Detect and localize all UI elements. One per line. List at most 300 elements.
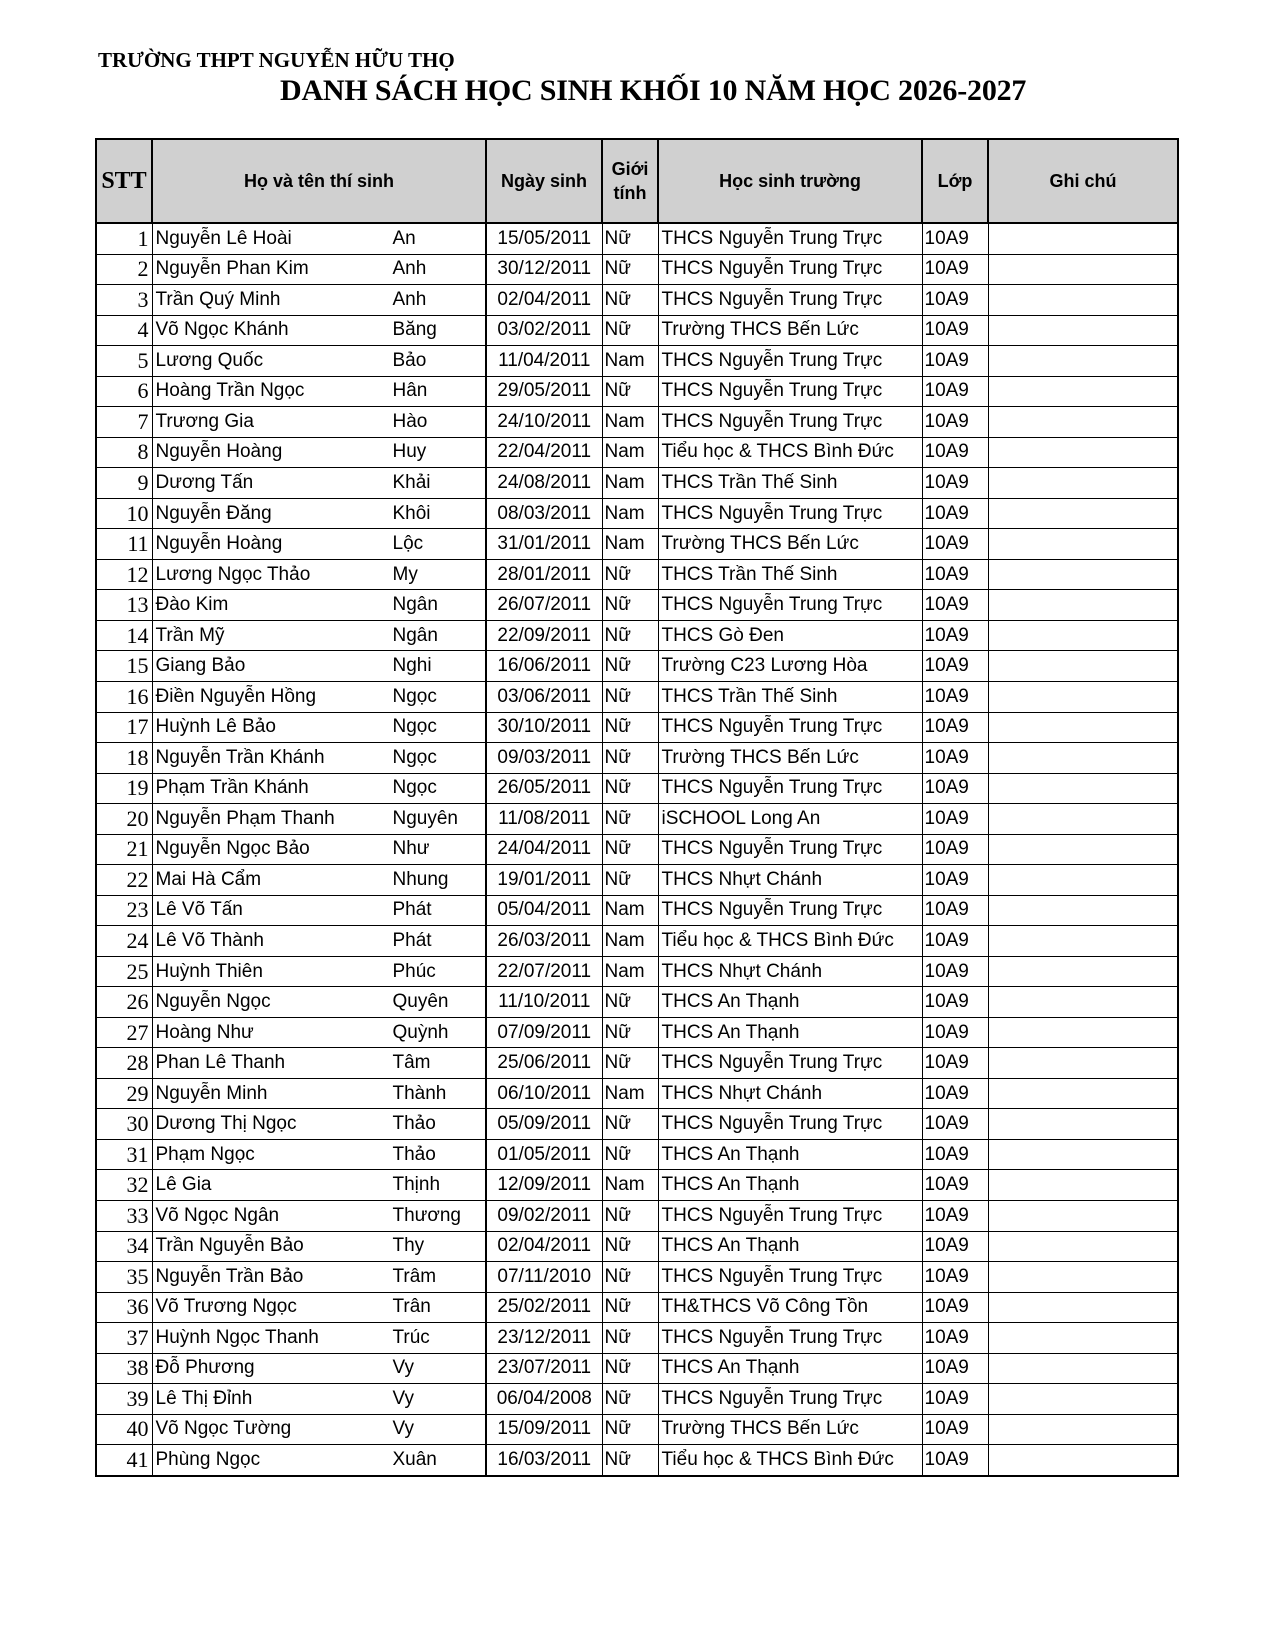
cell-dob: 03/06/2011 (486, 681, 602, 712)
table-row (96, 1201, 1178, 1232)
cell-stt: 5 (96, 346, 152, 377)
cell-dob: 07/09/2011 (486, 1017, 602, 1048)
cell-dob: 09/02/2011 (486, 1201, 602, 1232)
cell-gender: Nam (602, 346, 658, 377)
cell-gender: Nam (602, 468, 658, 499)
cell-note (988, 590, 1178, 621)
cell-gender: Nữ (602, 834, 658, 865)
cell-gender: Nữ (602, 1048, 658, 1079)
cell-name (152, 926, 486, 957)
cell-first-name: My (392, 563, 418, 585)
cell-name (152, 987, 486, 1018)
cell-last-name: Trần Quý Minh (155, 288, 281, 310)
cell-last-name: Nguyễn Trần Bảo (155, 1265, 304, 1287)
cell-gender: Nữ (602, 712, 658, 743)
cell-last-name: Phùng Ngọc (155, 1449, 261, 1471)
cell-class: 10A9 (922, 346, 988, 377)
table-row (96, 1384, 1178, 1415)
cell-name (152, 895, 486, 926)
cell-dob: 11/08/2011 (486, 804, 602, 835)
col-header-dob: Ngày sinh (486, 139, 602, 223)
cell-stt: 40 (96, 1414, 152, 1445)
cell-name (152, 1201, 486, 1232)
cell-note (988, 773, 1178, 804)
cell-stt: 29 (96, 1078, 152, 1109)
cell-name (152, 1078, 486, 1109)
cell-class: 10A9 (922, 498, 988, 529)
cell-school: iSCHOOL Long An (658, 804, 922, 835)
cell-last-name: Lê Gia (155, 1174, 212, 1196)
cell-school: THCS Nguyễn Trung Trực (658, 1384, 922, 1415)
table-row (96, 895, 1178, 926)
cell-name (152, 285, 486, 316)
cell-dob: 12/09/2011 (486, 1170, 602, 1201)
cell-school: THCS Trần Thế Sinh (658, 681, 922, 712)
cell-class: 10A9 (922, 1170, 988, 1201)
cell-dob: 29/05/2011 (486, 376, 602, 407)
table-row (96, 437, 1178, 468)
cell-class: 10A9 (922, 681, 988, 712)
cell-school: THCS An Thạnh (658, 1170, 922, 1201)
cell-first-name: Phát (392, 929, 432, 951)
cell-school: Trường THCS Bến Lức (658, 529, 922, 560)
cell-school: THCS Nguyễn Trung Trực (658, 895, 922, 926)
cell-first-name: Trân (392, 1296, 431, 1318)
cell-dob: 30/10/2011 (486, 712, 602, 743)
cell-gender: Nam (602, 437, 658, 468)
cell-class: 10A9 (922, 590, 988, 621)
cell-note (988, 926, 1178, 957)
cell-name (152, 712, 486, 743)
cell-note (988, 1292, 1178, 1323)
cell-first-name: Phát (392, 899, 432, 921)
cell-name (152, 407, 486, 438)
cell-name (152, 1353, 486, 1384)
table-header-row (96, 139, 1178, 223)
cell-class: 10A9 (922, 407, 988, 438)
cell-class: 10A9 (922, 1262, 988, 1293)
cell-stt: 3 (96, 285, 152, 316)
cell-name (152, 1262, 486, 1293)
cell-stt: 32 (96, 1170, 152, 1201)
cell-name (152, 1445, 486, 1476)
cell-note (988, 1201, 1178, 1232)
cell-first-name: Ngân (392, 624, 438, 646)
table-row (96, 498, 1178, 529)
cell-first-name: An (392, 227, 416, 249)
cell-dob: 05/09/2011 (486, 1109, 602, 1140)
cell-first-name: Hào (392, 410, 428, 432)
cell-note (988, 712, 1178, 743)
cell-dob: 22/09/2011 (486, 620, 602, 651)
cell-gender: Nữ (602, 773, 658, 804)
cell-gender: Nữ (602, 559, 658, 590)
table-row (96, 1323, 1178, 1354)
cell-note (988, 223, 1178, 254)
cell-class: 10A9 (922, 865, 988, 896)
cell-first-name: Thảo (392, 1143, 436, 1165)
table-row (96, 1170, 1178, 1201)
cell-dob: 15/05/2011 (486, 223, 602, 254)
cell-stt: 11 (96, 529, 152, 560)
cell-last-name: Điền Nguyễn Hồng (155, 685, 317, 707)
cell-note (988, 1109, 1178, 1140)
cell-stt: 28 (96, 1048, 152, 1079)
cell-first-name: Thảo (392, 1113, 436, 1135)
cell-name (152, 651, 486, 682)
cell-stt: 1 (96, 223, 152, 254)
cell-first-name: Nghi (392, 655, 432, 677)
cell-school: THCS Nguyễn Trung Trực (658, 285, 922, 316)
cell-first-name: Tâm (392, 1052, 431, 1074)
cell-last-name: Đỗ Phương (155, 1357, 255, 1379)
cell-class: 10A9 (922, 468, 988, 499)
cell-last-name: Trần Nguyễn Bảo (155, 1235, 304, 1257)
cell-first-name: Trâm (392, 1265, 437, 1287)
cell-last-name: Lê Thị Đỉnh (155, 1387, 253, 1409)
cell-last-name: Phạm Trần Khánh (155, 777, 309, 799)
cell-first-name: Vy (392, 1357, 414, 1379)
cell-dob: 23/07/2011 (486, 1353, 602, 1384)
cell-stt: 34 (96, 1231, 152, 1262)
table-row (96, 1353, 1178, 1384)
cell-school: THCS Nguyễn Trung Trực (658, 254, 922, 285)
cell-school: THCS Nguyễn Trung Trực (658, 498, 922, 529)
cell-gender: Nữ (602, 620, 658, 651)
cell-class: 10A9 (922, 376, 988, 407)
cell-stt: 17 (96, 712, 152, 743)
cell-gender: Nam (602, 926, 658, 957)
cell-name (152, 743, 486, 774)
cell-dob: 11/10/2011 (486, 987, 602, 1018)
cell-last-name: Nguyễn Lê Hoài (155, 227, 292, 249)
cell-class: 10A9 (922, 437, 988, 468)
cell-last-name: Võ Ngọc Ngân (155, 1204, 280, 1226)
cell-name (152, 834, 486, 865)
cell-last-name: Huỳnh Ngọc Thanh (155, 1326, 319, 1348)
cell-dob: 26/05/2011 (486, 773, 602, 804)
cell-note (988, 1170, 1178, 1201)
cell-gender: Nữ (602, 1201, 658, 1232)
cell-last-name: Nguyễn Hoàng (155, 441, 283, 463)
col-header-class: Lớp (922, 139, 988, 223)
cell-note (988, 1017, 1178, 1048)
page-title: DANH SÁCH HỌC SINH KHỐI 10 NĂM HỌC 2026-2027 (280, 74, 1027, 107)
cell-last-name: Trần Mỹ (155, 624, 225, 646)
cell-gender: Nữ (602, 681, 658, 712)
cell-school: THCS Nguyễn Trung Trực (658, 346, 922, 377)
cell-class: 10A9 (922, 529, 988, 560)
col-header-school: Học sinh trường (658, 139, 922, 223)
cell-first-name: Trúc (392, 1326, 430, 1348)
cell-class: 10A9 (922, 1109, 988, 1140)
cell-gender: Nữ (602, 865, 658, 896)
table-row (96, 834, 1178, 865)
cell-gender: Nam (602, 956, 658, 987)
cell-school: Trường THCS Bến Lức (658, 1414, 922, 1445)
cell-first-name: Bảo (392, 349, 427, 371)
cell-dob: 25/06/2011 (486, 1048, 602, 1079)
cell-gender: Nữ (602, 804, 658, 835)
cell-name (152, 1414, 486, 1445)
cell-first-name: Ngọc (392, 716, 437, 738)
cell-dob: 26/03/2011 (486, 926, 602, 957)
cell-class: 10A9 (922, 651, 988, 682)
cell-note (988, 743, 1178, 774)
cell-first-name: Phúc (392, 960, 436, 982)
cell-stt: 36 (96, 1292, 152, 1323)
cell-note (988, 1414, 1178, 1445)
cell-first-name: Quyên (392, 991, 449, 1013)
cell-note (988, 651, 1178, 682)
cell-stt: 20 (96, 804, 152, 835)
cell-stt: 24 (96, 926, 152, 957)
cell-stt: 14 (96, 620, 152, 651)
cell-gender: Nữ (602, 1414, 658, 1445)
cell-stt: 30 (96, 1109, 152, 1140)
cell-dob: 30/12/2011 (486, 254, 602, 285)
cell-name (152, 956, 486, 987)
cell-last-name: Phạm Ngọc (155, 1143, 255, 1165)
cell-school: THCS Nguyễn Trung Trực (658, 773, 922, 804)
cell-school: THCS Nhựt Chánh (658, 1078, 922, 1109)
cell-last-name: Lê Võ Thành (155, 929, 264, 951)
cell-first-name: Khải (392, 472, 431, 494)
cell-last-name: Võ Ngọc Tường (155, 1418, 292, 1440)
cell-name (152, 468, 486, 499)
cell-stt: 16 (96, 681, 152, 712)
col-header-gender (602, 139, 658, 223)
cell-class: 10A9 (922, 743, 988, 774)
cell-last-name: Phan Lê Thanh (155, 1052, 286, 1074)
cell-last-name: Dương Thị Ngọc (155, 1113, 297, 1135)
table-row (96, 559, 1178, 590)
cell-first-name: Khôi (392, 502, 431, 524)
cell-gender: Nam (602, 1078, 658, 1109)
cell-dob: 31/01/2011 (486, 529, 602, 560)
cell-class: 10A9 (922, 1323, 988, 1354)
cell-school: Trường THCS Bến Lức (658, 315, 922, 346)
table-row (96, 804, 1178, 835)
cell-name (152, 620, 486, 651)
cell-gender: Nữ (602, 651, 658, 682)
table-row (96, 773, 1178, 804)
cell-school: THCS Nguyễn Trung Trực (658, 1048, 922, 1079)
cell-dob: 08/03/2011 (486, 498, 602, 529)
cell-last-name: Lê Võ Tấn (155, 899, 243, 921)
cell-stt: 26 (96, 987, 152, 1018)
cell-note (988, 437, 1178, 468)
table-row (96, 1078, 1178, 1109)
cell-last-name: Lương Ngọc Thảo (155, 563, 311, 585)
cell-school: Tiểu học & THCS Bình Đức (658, 1445, 922, 1476)
cell-school: THCS Nhựt Chánh (658, 865, 922, 896)
table-row (96, 1231, 1178, 1262)
cell-class: 10A9 (922, 1017, 988, 1048)
cell-stt: 18 (96, 743, 152, 774)
cell-note (988, 865, 1178, 896)
cell-class: 10A9 (922, 1048, 988, 1079)
cell-school: THCS An Thạnh (658, 1017, 922, 1048)
table-row (96, 315, 1178, 346)
cell-last-name: Võ Trương Ngọc (155, 1296, 297, 1318)
cell-stt: 41 (96, 1445, 152, 1476)
cell-first-name: Như (392, 838, 430, 860)
cell-dob: 11/04/2011 (486, 346, 602, 377)
cell-gender: Nữ (602, 590, 658, 621)
cell-note (988, 956, 1178, 987)
cell-class: 10A9 (922, 804, 988, 835)
cell-gender: Nữ (602, 1445, 658, 1476)
cell-note (988, 1231, 1178, 1262)
cell-stt: 2 (96, 254, 152, 285)
table-row (96, 468, 1178, 499)
cell-gender: Nam (602, 498, 658, 529)
cell-note (988, 681, 1178, 712)
cell-school: THCS Trần Thế Sinh (658, 559, 922, 590)
school-name: TRƯỜNG THPT NGUYỄN HỮU THỌ (98, 48, 455, 72)
cell-last-name: Hoàng Trần Ngọc (155, 380, 305, 402)
table-row (96, 712, 1178, 743)
cell-name (152, 804, 486, 835)
table-row (96, 681, 1178, 712)
cell-note (988, 285, 1178, 316)
cell-first-name: Anh (392, 258, 427, 280)
cell-gender: Nữ (602, 1292, 658, 1323)
cell-last-name: Trương Gia (155, 410, 254, 432)
table-row (96, 743, 1178, 774)
cell-name (152, 315, 486, 346)
cell-school: THCS An Thạnh (658, 1231, 922, 1262)
cell-first-name: Ngọc (392, 777, 437, 799)
cell-school: THCS Nguyễn Trung Trực (658, 407, 922, 438)
cell-first-name: Thương (392, 1204, 461, 1226)
cell-school: THCS An Thạnh (658, 987, 922, 1018)
cell-name (152, 1384, 486, 1415)
cell-name (152, 1323, 486, 1354)
table-row (96, 285, 1178, 316)
cell-class: 10A9 (922, 1384, 988, 1415)
cell-class: 10A9 (922, 1078, 988, 1109)
cell-name (152, 437, 486, 468)
cell-gender: Nữ (602, 223, 658, 254)
cell-dob: 06/10/2011 (486, 1078, 602, 1109)
cell-dob: 24/04/2011 (486, 834, 602, 865)
cell-first-name: Huy (392, 441, 427, 463)
cell-stt: 7 (96, 407, 152, 438)
cell-note (988, 254, 1178, 285)
cell-school: THCS An Thạnh (658, 1353, 922, 1384)
cell-school: THCS Nguyễn Trung Trực (658, 834, 922, 865)
cell-school: THCS Nguyễn Trung Trực (658, 712, 922, 743)
cell-first-name: Nguyên (392, 807, 458, 829)
cell-last-name: Võ Ngọc Khánh (155, 319, 289, 341)
cell-note (988, 895, 1178, 926)
table-row (96, 1109, 1178, 1140)
cell-school: THCS An Thạnh (658, 1139, 922, 1170)
cell-class: 10A9 (922, 926, 988, 957)
cell-stt: 39 (96, 1384, 152, 1415)
cell-last-name: Mai Hà Cẩm (155, 868, 262, 890)
cell-name (152, 254, 486, 285)
cell-stt: 35 (96, 1262, 152, 1293)
table-row (96, 223, 1178, 254)
cell-first-name: Vy (392, 1418, 414, 1440)
cell-note (988, 804, 1178, 835)
cell-first-name: Thành (392, 1082, 447, 1104)
cell-school: THCS Nguyễn Trung Trực (658, 223, 922, 254)
cell-note (988, 529, 1178, 560)
cell-school: Tiểu học & THCS Bình Đức (658, 926, 922, 957)
cell-stt: 22 (96, 865, 152, 896)
cell-last-name: Nguyễn Đăng (155, 502, 272, 524)
cell-name (152, 773, 486, 804)
cell-stt: 15 (96, 651, 152, 682)
cell-school: THCS Nhựt Chánh (658, 956, 922, 987)
cell-note (988, 987, 1178, 1018)
cell-stt: 37 (96, 1323, 152, 1354)
cell-stt: 19 (96, 773, 152, 804)
cell-gender: Nữ (602, 285, 658, 316)
cell-school: THCS Nguyễn Trung Trực (658, 1201, 922, 1232)
cell-class: 10A9 (922, 712, 988, 743)
col-header-name: Họ và tên thí sinh (152, 139, 486, 223)
cell-name (152, 590, 486, 621)
cell-dob: 24/10/2011 (486, 407, 602, 438)
cell-school: THCS Nguyễn Trung Trực (658, 1323, 922, 1354)
cell-last-name: Dương Tấn (155, 472, 254, 494)
table-row (96, 590, 1178, 621)
cell-first-name: Nhung (392, 868, 449, 890)
cell-name (152, 1017, 486, 1048)
cell-dob: 15/09/2011 (486, 1414, 602, 1445)
cell-first-name: Ngọc (392, 685, 437, 707)
cell-first-name: Anh (392, 288, 427, 310)
cell-last-name: Đào Kim (155, 594, 229, 616)
cell-gender: Nữ (602, 254, 658, 285)
cell-last-name: Huỳnh Lê Bảo (155, 716, 276, 738)
cell-gender: Nam (602, 895, 658, 926)
cell-first-name: Vy (392, 1387, 414, 1409)
cell-note (988, 834, 1178, 865)
col-header-note: Ghi chú (988, 139, 1178, 223)
cell-class: 10A9 (922, 1292, 988, 1323)
cell-first-name: Hân (392, 380, 428, 402)
cell-last-name: Nguyễn Ngọc Bảo (155, 838, 310, 860)
cell-school: THCS Nguyễn Trung Trực (658, 1262, 922, 1293)
cell-class: 10A9 (922, 620, 988, 651)
cell-gender: Nữ (602, 1262, 658, 1293)
table-row (96, 651, 1178, 682)
cell-first-name: Băng (392, 319, 437, 341)
cell-name (152, 1231, 486, 1262)
cell-gender: Nữ (602, 1017, 658, 1048)
cell-name (152, 1048, 486, 1079)
cell-note (988, 559, 1178, 590)
table-row (96, 254, 1178, 285)
cell-gender: Nữ (602, 1231, 658, 1262)
cell-name (152, 346, 486, 377)
cell-class: 10A9 (922, 285, 988, 316)
cell-note (988, 1048, 1178, 1079)
cell-last-name: Giang Bảo (155, 655, 246, 677)
cell-last-name: Nguyễn Ngọc (155, 991, 271, 1013)
cell-stt: 8 (96, 437, 152, 468)
cell-class: 10A9 (922, 1414, 988, 1445)
cell-dob: 02/04/2011 (486, 1231, 602, 1262)
cell-first-name: Thy (392, 1235, 425, 1257)
cell-stt: 10 (96, 498, 152, 529)
